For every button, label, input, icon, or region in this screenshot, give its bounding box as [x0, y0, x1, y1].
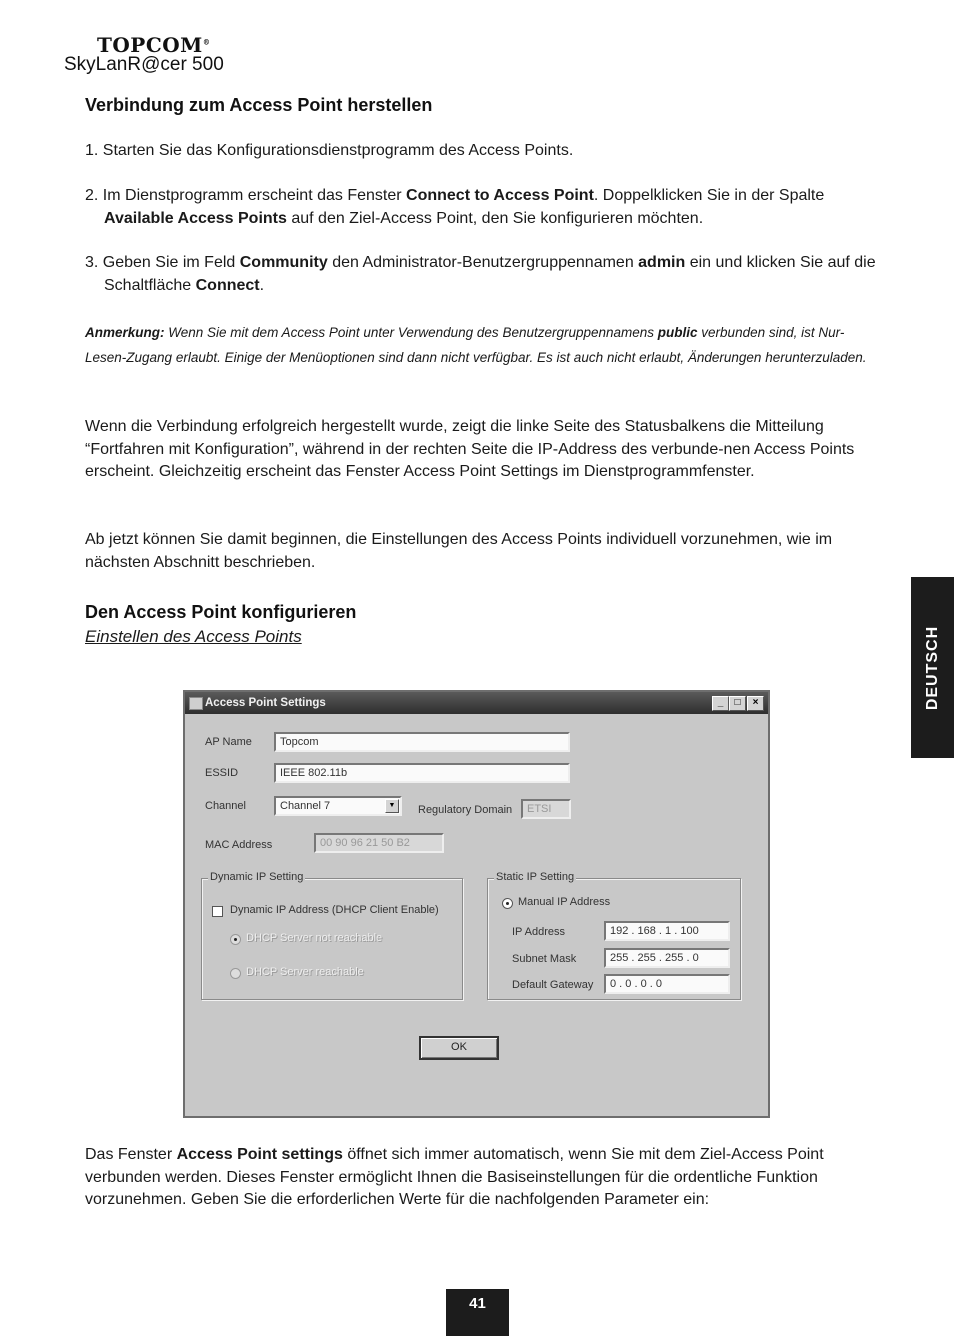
- ap-name-label: AP Name: [205, 736, 252, 748]
- minimize-icon[interactable]: _: [712, 696, 729, 711]
- mac-address-label: MAC Address: [205, 839, 273, 851]
- ap-name-field[interactable]: Topcom: [274, 732, 570, 752]
- dhcp-option-2-label: DHCP Server reachable: [246, 966, 364, 978]
- subnet-mask-label: Subnet Mask: [512, 953, 577, 965]
- paragraph-connection-success: Wenn die Verbindung erfolgreich hergestellt wurde, zeigt die linke Seite des Statusbalkens die Mitteilung “Fortfahren mit Konfiguration”, während in der rechten Seite die IP-Address des verbunde-nen Access Points erscheint. Gleichzeitig erscheint das Fenster Access Point Settings im Dienstprogrammfenster.: [85, 418, 855, 480]
- dynamic-ip-group: [201, 871, 463, 1000]
- dhcp-option-1-radio: [230, 934, 241, 945]
- close-icon[interactable]: ×: [747, 696, 764, 711]
- step-3: 3. Geben Sie im Feld Community den Administrator-Benutzergruppennamen admin ein und klicken Sie auf die Schaltfläche Connect.: [85, 254, 876, 294]
- paragraph-start-config: Ab jetzt können Sie damit beginnen, die Einstellungen des Access Points individuell vorzunehmen, wie im nächsten Abschnitt beschrieben.: [85, 531, 833, 571]
- dynamic-ip-group-title: Dynamic IP Setting: [210, 871, 304, 883]
- brand-logo: TOPCOM®: [97, 33, 211, 57]
- paragraph-settings-window: Das Fenster Access Point settings öffnet sich immer automatisch, wenn Sie mit dem Ziel-Access Point verbunden werden. Dieses Fenster ermöglicht Ihnen die Basiseinstellungen für die ordentliche Funktion vorzunehmen. Geben Sie die erforderlichen Werte für die nachfolgenden Parameter ein:: [85, 1146, 824, 1208]
- chevron-down-icon[interactable]: ▼: [385, 799, 399, 813]
- static-ip-group-title: Static IP Setting: [496, 871, 575, 883]
- regulatory-domain-label: Regulatory Domain: [418, 804, 513, 816]
- dhcp-client-checkbox[interactable]: [212, 906, 223, 917]
- section-heading-connect: Verbindung zum Access Point herstellen: [85, 95, 433, 115]
- channel-select[interactable]: Channel 7 ▼: [274, 796, 402, 816]
- section-heading-configure: Den Access Point konfigurieren: [85, 602, 357, 622]
- subnet-mask-field[interactable]: 255 . 255 . 255 . 0: [604, 948, 730, 968]
- default-gateway-label: Default Gateway: [512, 979, 594, 991]
- maximize-icon[interactable]: □: [729, 696, 746, 711]
- window-menu-icon[interactable]: [189, 697, 203, 710]
- note: Anmerkung: Wenn Sie mit dem Access Point unter Verwendung des Benutzergruppennamens public verbunden sind, ist Nur-Lesen-Zugang erlaubt. Einige der Menüoptionen sind dann nicht verfügbar. Es ist auch nicht erlaubt, Änderungen herunterzuladen.: [85, 325, 867, 365]
- step-1: 1. Starten Sie das Konfigurationsdienstprogramm des Access Points.: [85, 142, 574, 159]
- mac-address-field: 00 90 96 21 50 B2: [314, 833, 444, 853]
- dhcp-option-2-radio: [230, 968, 241, 979]
- static-ip-group: [487, 871, 741, 1000]
- section-subheading: Einstellen des Access Points: [85, 627, 302, 646]
- ip-address-field[interactable]: 192 . 168 . 1 . 100: [604, 921, 730, 941]
- manual-ip-radio[interactable]: [502, 898, 513, 909]
- ok-button[interactable]: OK: [419, 1036, 499, 1060]
- access-point-settings-dialog: [183, 690, 770, 1118]
- dhcp-client-label: Dynamic IP Address (DHCP Client Enable): [230, 904, 439, 916]
- essid-label: ESSID: [205, 767, 239, 779]
- dhcp-option-1-label: DHCP Server not reachable: [246, 932, 383, 944]
- essid-field[interactable]: IEEE 802.11b: [274, 763, 570, 783]
- page-number: 41: [446, 1289, 509, 1336]
- product-name: SkyLanR@cer 500: [64, 54, 224, 75]
- regulatory-domain-field: ETSI: [521, 799, 571, 819]
- step-2: 2. Im Dienstprogramm erscheint das Fenster Connect to Access Point. Doppelklicken Sie in der Spalte Available Access Points auf den Ziel-Access Point, den Sie konfigurieren möchten.: [85, 187, 825, 227]
- dialog-titlebar: [185, 692, 768, 714]
- ip-address-label: IP Address: [512, 926, 565, 938]
- manual-ip-label: Manual IP Address: [518, 896, 611, 908]
- language-tab: DEUTSCH: [911, 577, 954, 758]
- dialog-title: Access Point Settings: [205, 697, 326, 709]
- default-gateway-field[interactable]: 0 . 0 . 0 . 0: [604, 974, 730, 994]
- channel-label: Channel: [205, 800, 246, 812]
